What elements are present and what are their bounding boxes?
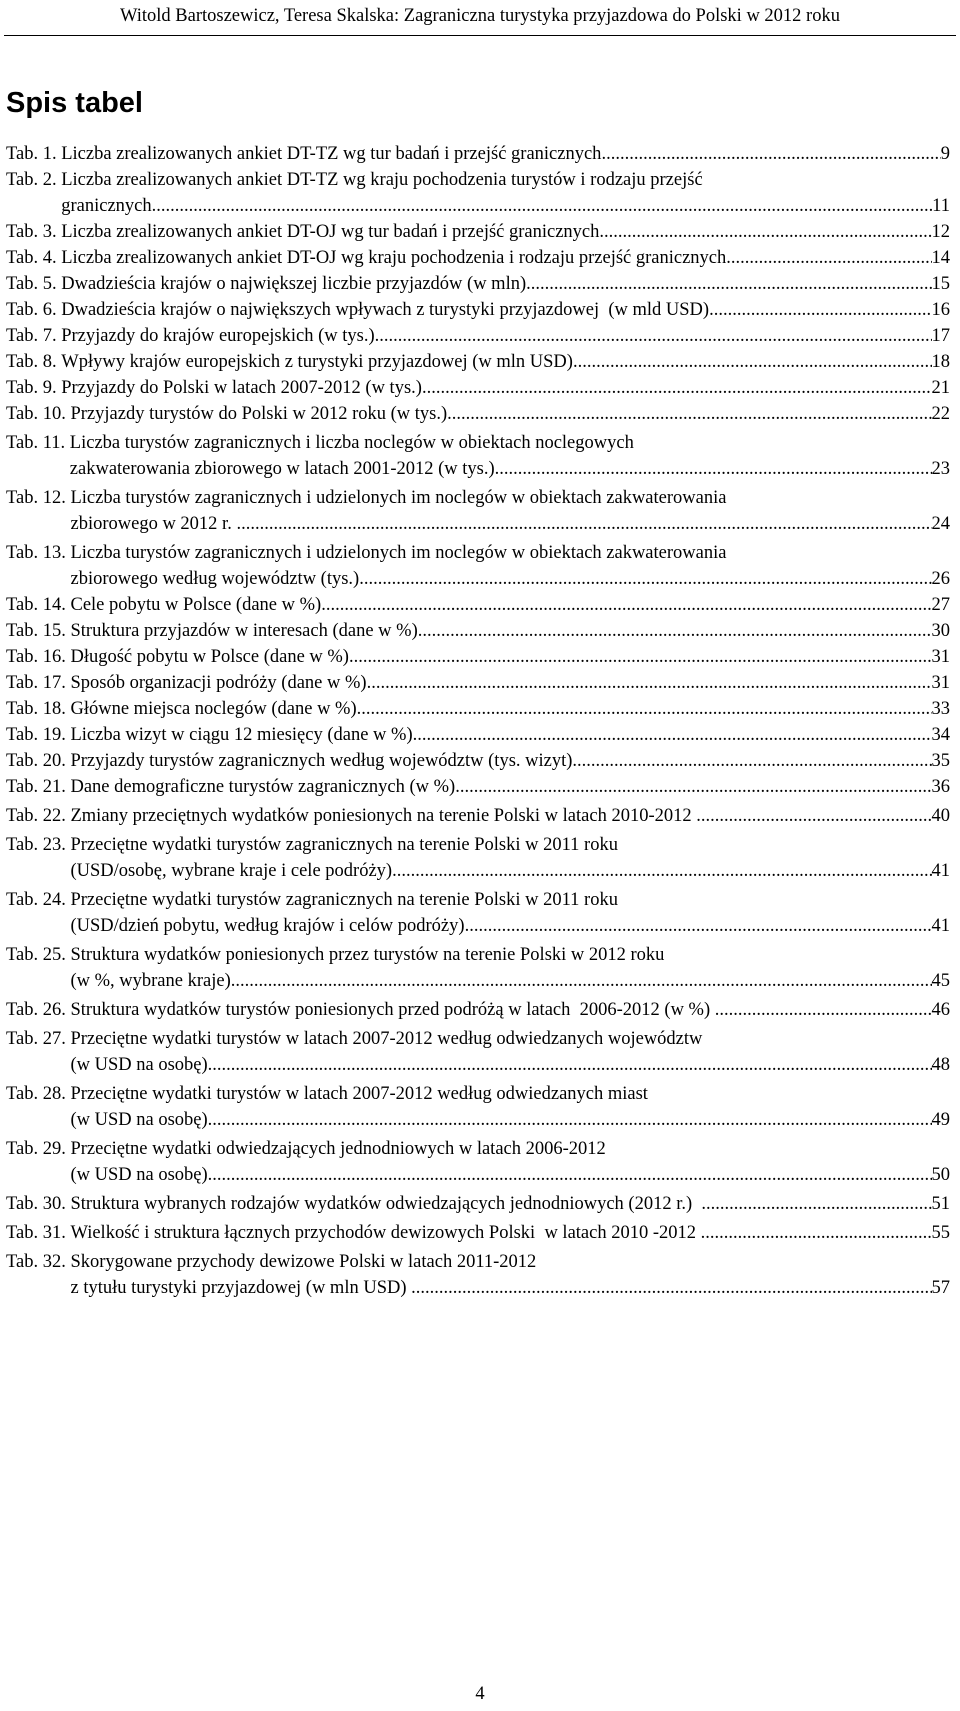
toc-entry-last-line xyxy=(61,271,950,297)
toc-entry-body xyxy=(70,774,950,800)
dot-leader xyxy=(701,1191,931,1217)
toc-entry-title-line: Przeciętne wydatki turystów w latach 2007-2012 według odwiedzanych miast xyxy=(70,1084,648,1104)
toc-entry-last-line xyxy=(61,141,950,167)
toc-entry-page[interactable]: 21 xyxy=(931,378,950,398)
toc-entry-title-line: Struktura wydatków poniesionych przez turystów na terenie Polski w 2012 roku xyxy=(70,945,665,965)
toc-entry[interactable] xyxy=(6,774,950,800)
toc-entry-title: Liczba zrealizowanych ankiet DT-OJ wg kraju pochodzenia i rodzaju przejść granicznych xyxy=(61,248,727,268)
toc-entry-page[interactable]: 48 xyxy=(931,1055,950,1075)
toc-entry[interactable] xyxy=(6,271,950,297)
page-number: 4 xyxy=(475,1684,485,1704)
toc-entry-title: Główne miejsca noclegów (dane w %) xyxy=(70,699,357,719)
toc-entry-title: Przyjazdy turystów zagranicznych według województw (tys. wizyt) xyxy=(70,751,573,771)
toc-entry-body xyxy=(70,803,950,829)
toc-entry-title: (w USD na osobę) xyxy=(70,1110,208,1130)
dot-leader xyxy=(526,271,931,297)
toc-entry-page[interactable]: 27 xyxy=(931,595,950,615)
toc-entry-last-line xyxy=(61,297,950,323)
toc-entry-title-line: Liczba turystów zagranicznych i udzielonych im noclegów w obiektach zakwaterowania xyxy=(70,543,727,563)
toc-entry-number: Tab. 11. xyxy=(6,433,70,453)
toc-entry[interactable] xyxy=(6,323,950,349)
toc-entry-body xyxy=(70,748,950,774)
toc-entry-body xyxy=(70,618,950,644)
toc-entry-title-line: Przeciętne wydatki turystów zagranicznych na terenie Polski w 2011 roku xyxy=(70,835,618,855)
toc-entry-body xyxy=(70,592,950,618)
toc-entry-body xyxy=(70,1081,950,1133)
toc-entry-title: Długość pobytu w Polsce (dane w %) xyxy=(70,647,349,667)
toc-entry-page[interactable]: 31 xyxy=(931,647,950,667)
toc-entry-last-line xyxy=(70,774,950,800)
toc-entry-last-line xyxy=(70,644,950,670)
toc-entry-page[interactable]: 34 xyxy=(931,725,950,745)
toc-entry-title: Przyjazdy do krajów europejskich (w tys.) xyxy=(61,326,375,346)
toc-entry[interactable] xyxy=(6,167,950,219)
dot-leader xyxy=(208,1162,932,1188)
toc-entry-number: Tab. 19. xyxy=(6,725,71,745)
toc-entry-last-line xyxy=(70,670,950,696)
toc-entry-body xyxy=(70,485,950,537)
toc-entry-last-line xyxy=(70,1191,950,1217)
toc-entry-last-line xyxy=(61,349,950,375)
toc-entry-title: Struktura wybranych rodzajów wydatków odwiedzających jednodniowych (2012 r.) xyxy=(70,1194,702,1214)
toc-entry-page[interactable]: 46 xyxy=(931,1000,950,1020)
toc-entry-body xyxy=(70,722,950,748)
toc-entry[interactable] xyxy=(6,803,950,829)
toc-entry-number: Tab. 26. xyxy=(6,1000,71,1020)
toc-entry-number: Tab. 30. xyxy=(6,1194,71,1214)
toc-entry-body xyxy=(61,349,950,375)
dot-leader xyxy=(573,349,932,375)
toc-entry-number: Tab. 3. xyxy=(6,222,62,242)
dot-leader xyxy=(392,858,931,884)
toc-entry-number: Tab. 4. xyxy=(6,248,62,268)
dot-leader xyxy=(709,297,931,323)
toc-entry-last-line xyxy=(70,511,950,537)
toc-entry[interactable] xyxy=(6,696,950,722)
toc-entry-body xyxy=(61,141,950,167)
toc-entry-last-line xyxy=(70,696,950,722)
toc-entry-number: Tab. 14. xyxy=(6,595,71,615)
dot-leader xyxy=(321,592,931,618)
toc-entry-last-line xyxy=(70,592,950,618)
toc-entry-body xyxy=(70,1249,950,1301)
toc-entry-title-line: Liczba turystów zagranicznych i udzielonych im noclegów w obiektach zakwaterowania xyxy=(70,488,727,508)
toc-entry-number: Tab. 1. xyxy=(6,144,62,164)
toc-entry-title: Zmiany przeciętnych wydatków poniesionych na terenie Polski w latach 2010-2012 xyxy=(70,806,697,826)
toc-entry-number: Tab. 22. xyxy=(6,806,71,826)
toc-entry-body xyxy=(70,401,950,427)
toc-entry-body xyxy=(70,696,950,722)
dot-leader xyxy=(357,696,932,722)
toc-entry-last-line xyxy=(61,245,950,271)
dot-leader xyxy=(411,1275,931,1301)
dot-leader xyxy=(455,774,931,800)
toc-entry-number: Tab. 18. xyxy=(6,699,71,719)
toc-entry[interactable] xyxy=(6,997,950,1023)
toc-entry-number: Tab. 10. xyxy=(6,404,71,424)
toc-entry-title: Struktura przyjazdów w interesach (dane w %) xyxy=(70,621,418,641)
toc-entry-title: Struktura wydatków turystów poniesionych przed podróżą w latach 2006-2012 (w %) xyxy=(70,1000,715,1020)
toc-entry[interactable] xyxy=(6,141,950,167)
toc-entry-body xyxy=(70,942,950,994)
toc-entry-page[interactable]: 17 xyxy=(931,326,950,346)
toc-entry-last-line xyxy=(70,722,950,748)
toc-entry-last-line xyxy=(61,219,950,245)
toc-entry-title: Liczba wizyt w ciągu 12 miesięcy (dane w %) xyxy=(70,725,413,745)
toc-entry-title: (w USD na osobę) xyxy=(70,1165,208,1185)
toc-entry-title-line: Liczba turystów zagranicznych i liczba noclegów w obiektach noclegowych xyxy=(69,433,634,453)
toc-entry-page[interactable]: 45 xyxy=(931,971,950,991)
dot-leader xyxy=(601,141,940,167)
toc-entry-page[interactable]: 24 xyxy=(931,514,950,534)
toc-entry-title-line: Skorygowane przychody dewizowe Polski w latach 2011-2012 xyxy=(70,1252,537,1272)
toc-entry-page[interactable]: 31 xyxy=(931,673,950,693)
toc-entry-last-line xyxy=(70,1052,950,1078)
toc-entry-page[interactable]: 15 xyxy=(931,274,950,294)
toc-entry-title: z tytułu turystyki przyjazdowej (w mln USD) xyxy=(70,1278,412,1298)
toc-entry[interactable] xyxy=(6,245,950,271)
toc-entry-last-line xyxy=(70,913,950,939)
toc-entry-page[interactable]: 11 xyxy=(932,196,950,216)
toc-entry-title: zbiorowego według województw (tys.) xyxy=(70,569,360,589)
toc-entry-body xyxy=(70,1136,950,1188)
toc-entry-body xyxy=(70,997,950,1023)
toc-entry-title: Wielkość i struktura łącznych przychodów dewizowych Polski w latach 2010 -2012 xyxy=(70,1223,701,1243)
toc-entry-title-line: Przeciętne wydatki odwiedzających jednodniowych w latach 2006-2012 xyxy=(70,1139,606,1159)
toc-entry-title: zbiorowego w 2012 r. xyxy=(70,514,237,534)
toc-entry-page[interactable]: 50 xyxy=(931,1165,950,1185)
toc-entry[interactable] xyxy=(6,1026,950,1078)
toc-entry-body xyxy=(70,1026,950,1078)
toc-entry-body xyxy=(70,540,950,592)
toc-entry-last-line xyxy=(70,456,950,482)
toc-entry-last-line xyxy=(70,1275,950,1301)
toc-entry-page[interactable]: 12 xyxy=(931,222,950,242)
toc-entry-page[interactable]: 57 xyxy=(931,1278,950,1298)
toc-entry[interactable] xyxy=(6,1220,950,1246)
toc-entry-body xyxy=(70,1220,950,1246)
dot-leader xyxy=(208,1107,932,1133)
toc-entry-title: granicznych xyxy=(61,196,152,216)
toc-entry-body xyxy=(61,167,950,219)
toc-entry-page[interactable]: 9 xyxy=(940,144,950,164)
toc-entry[interactable] xyxy=(6,1081,950,1133)
toc-entry[interactable] xyxy=(6,748,950,774)
toc-entry[interactable] xyxy=(6,401,950,427)
dot-leader xyxy=(152,193,933,219)
toc-entry-last-line xyxy=(70,968,950,994)
toc-entry[interactable] xyxy=(6,430,950,482)
dot-leader xyxy=(422,375,932,401)
dot-leader xyxy=(208,1052,932,1078)
toc-entry-title-line: Przeciętne wydatki turystów w latach 2007-2012 według odwiedzanych województw xyxy=(70,1029,703,1049)
toc-entry-title: Wpływy krajów europejskich z turystyki przyjazdowej (w mln USD) xyxy=(61,352,573,372)
toc-entry[interactable] xyxy=(6,887,950,939)
dot-leader xyxy=(599,219,931,245)
toc-entry-page[interactable]: 41 xyxy=(931,861,950,881)
toc-entry-page[interactable]: 14 xyxy=(931,248,950,268)
toc-entry-number: Tab. 23. xyxy=(6,835,71,855)
toc-entry-page[interactable]: 36 xyxy=(931,777,950,797)
dot-leader xyxy=(375,323,932,349)
toc-entry-number: Tab. 24. xyxy=(6,890,71,910)
toc-entry-last-line xyxy=(70,997,950,1023)
toc-entry[interactable] xyxy=(6,485,950,537)
toc-entry-body xyxy=(70,430,950,482)
toc-entry-number: Tab. 8. xyxy=(6,352,62,372)
toc-entry[interactable] xyxy=(6,1249,950,1301)
toc-entry-last-line xyxy=(70,858,950,884)
toc-entry-title: Liczba zrealizowanych ankiet DT-TZ wg tur badań i przejść granicznych xyxy=(61,144,602,164)
toc-entry-body xyxy=(70,887,950,939)
toc-entry[interactable] xyxy=(6,592,950,618)
toc-entry-number: Tab. 2. xyxy=(6,170,62,190)
toc-entry-title: Sposób organizacji podróży (dane w %) xyxy=(70,673,367,693)
toc-entry-number: Tab. 13. xyxy=(6,543,71,563)
toc-entry-page[interactable]: 22 xyxy=(931,404,950,424)
toc-entry-page[interactable]: 23 xyxy=(931,459,950,479)
toc-entry-last-line xyxy=(70,618,950,644)
toc-entry-title: (USD/dzień pobytu, według krajów i celów podróży) xyxy=(70,916,465,936)
toc-entry-title: (USD/osobę, wybrane kraje i cele podróży) xyxy=(70,861,393,881)
toc-entry-title: (w USD na osobę) xyxy=(70,1055,208,1075)
dot-leader xyxy=(349,644,932,670)
toc-entry-page[interactable]: 18 xyxy=(931,352,950,372)
toc-entry[interactable] xyxy=(6,375,950,401)
toc-entry-title: Dane demograficzne turystów zagranicznych (w %) xyxy=(70,777,456,797)
toc-entry-number: Tab. 31. xyxy=(6,1223,71,1243)
toc-entry-title: Przyjazdy do Polski w latach 2007-2012 (w tys.) xyxy=(61,378,422,398)
toc-entry-body xyxy=(70,644,950,670)
toc-entry-title: zakwaterowania zbiorowego w latach 2001-2012 (w tys.) xyxy=(69,459,495,479)
toc-entry-body xyxy=(70,670,950,696)
toc-entry-number: Tab. 32. xyxy=(6,1252,71,1272)
toc-entry-last-line xyxy=(70,1220,950,1246)
toc-entry[interactable] xyxy=(6,349,950,375)
dot-leader xyxy=(495,456,932,482)
toc-entry-number: Tab. 21. xyxy=(6,777,71,797)
header-rule xyxy=(4,35,956,36)
toc-entry-title: Liczba zrealizowanych ankiet DT-OJ wg tur badań i przejść granicznych xyxy=(61,222,600,242)
dot-leader xyxy=(715,997,932,1023)
toc-entry-last-line xyxy=(61,193,950,219)
toc-entry-last-line xyxy=(61,375,950,401)
toc-entry-number: Tab. 17. xyxy=(6,673,71,693)
toc-entry-title: Przyjazdy turystów do Polski w 2012 roku (w tys.) xyxy=(70,404,448,424)
dot-leader xyxy=(572,748,931,774)
dot-leader xyxy=(696,803,931,829)
toc-entry-page[interactable]: 51 xyxy=(931,1194,950,1214)
toc-entry-number: Tab. 16. xyxy=(6,647,71,667)
dot-leader xyxy=(465,913,932,939)
toc-entry-body xyxy=(61,219,950,245)
dot-leader xyxy=(413,722,932,748)
dot-leader xyxy=(236,511,931,537)
toc-entry-last-line xyxy=(61,323,950,349)
toc-entry-last-line xyxy=(70,401,950,427)
toc-entry[interactable] xyxy=(6,540,950,592)
table-of-contents xyxy=(6,141,950,1301)
toc-entry-number: Tab. 9. xyxy=(6,378,62,398)
toc-entry[interactable] xyxy=(6,618,950,644)
toc-entry[interactable] xyxy=(6,670,950,696)
toc-entry-number: Tab. 5. xyxy=(6,274,62,294)
toc-entry-last-line xyxy=(70,566,950,592)
toc-entry[interactable] xyxy=(6,297,950,323)
toc-entry-number: Tab. 25. xyxy=(6,945,71,965)
dot-leader xyxy=(701,1220,932,1246)
toc-entry-body xyxy=(61,271,950,297)
toc-entry-page[interactable]: 33 xyxy=(931,699,950,719)
toc-entry-number: Tab. 12. xyxy=(6,488,71,508)
toc-entry-page[interactable]: 35 xyxy=(931,751,950,771)
toc-entry-number: Tab. 6. xyxy=(6,300,62,320)
toc-entry[interactable] xyxy=(6,1136,950,1188)
toc-entry-page[interactable]: 26 xyxy=(931,569,950,589)
toc-entry-page[interactable]: 41 xyxy=(931,916,950,936)
toc-entry-page[interactable]: 40 xyxy=(931,806,950,826)
page-title: Spis tabel xyxy=(6,87,143,119)
toc-entry[interactable] xyxy=(6,832,950,884)
toc-entry-last-line xyxy=(70,1162,950,1188)
toc-entry-body xyxy=(70,832,950,884)
dot-leader xyxy=(447,401,931,427)
toc-entry[interactable] xyxy=(6,942,950,994)
dot-leader xyxy=(231,968,932,994)
toc-entry-body xyxy=(61,297,950,323)
toc-entry-title: (w %, wybrane kraje) xyxy=(70,971,231,991)
toc-entry-last-line xyxy=(70,1107,950,1133)
toc-entry-body xyxy=(61,375,950,401)
toc-entry-page[interactable]: 55 xyxy=(931,1223,950,1243)
toc-entry-body xyxy=(61,323,950,349)
dot-leader xyxy=(367,670,932,696)
toc-entry-body xyxy=(61,245,950,271)
dot-leader xyxy=(418,618,932,644)
toc-entry-last-line xyxy=(70,803,950,829)
toc-entry[interactable] xyxy=(6,644,950,670)
toc-entry[interactable] xyxy=(6,219,950,245)
toc-entry-page[interactable]: 30 xyxy=(931,621,950,641)
toc-entry-title-line: Liczba zrealizowanych ankiet DT-TZ wg kraju pochodzenia turystów i rodzaju przejść xyxy=(61,170,703,190)
toc-entry-title: Dwadzieścia krajów o największej liczbie przyjazdów (w mln) xyxy=(61,274,527,294)
toc-entry-number: Tab. 29. xyxy=(6,1139,71,1159)
toc-entry-number: Tab. 15. xyxy=(6,621,71,641)
toc-entry-title: Dwadzieścia krajów o największych wpływach z turystyki przyjazdowej (w mld USD) xyxy=(61,300,710,320)
toc-entry-body xyxy=(70,1191,950,1217)
toc-entry-title: Cele pobytu w Polsce (dane w %) xyxy=(70,595,322,615)
running-header: Witold Bartoszewicz, Teresa Skalska: Zagraniczna turystyka przyjazdowa do Polski w 2012 roku xyxy=(120,6,840,26)
dot-leader xyxy=(726,245,931,271)
toc-entry-page[interactable]: 49 xyxy=(931,1110,950,1130)
toc-entry-number: Tab. 27. xyxy=(6,1029,71,1049)
toc-entry[interactable] xyxy=(6,722,950,748)
toc-entry-number: Tab. 20. xyxy=(6,751,71,771)
toc-entry-number: Tab. 7. xyxy=(6,326,62,346)
toc-entry[interactable] xyxy=(6,1191,950,1217)
toc-entry-number: Tab. 28. xyxy=(6,1084,71,1104)
dot-leader xyxy=(359,566,931,592)
toc-entry-title-line: Przeciętne wydatki turystów zagranicznych na terenie Polski w 2011 roku xyxy=(70,890,618,910)
toc-entry-last-line xyxy=(70,748,950,774)
toc-entry-page[interactable]: 16 xyxy=(931,300,950,320)
